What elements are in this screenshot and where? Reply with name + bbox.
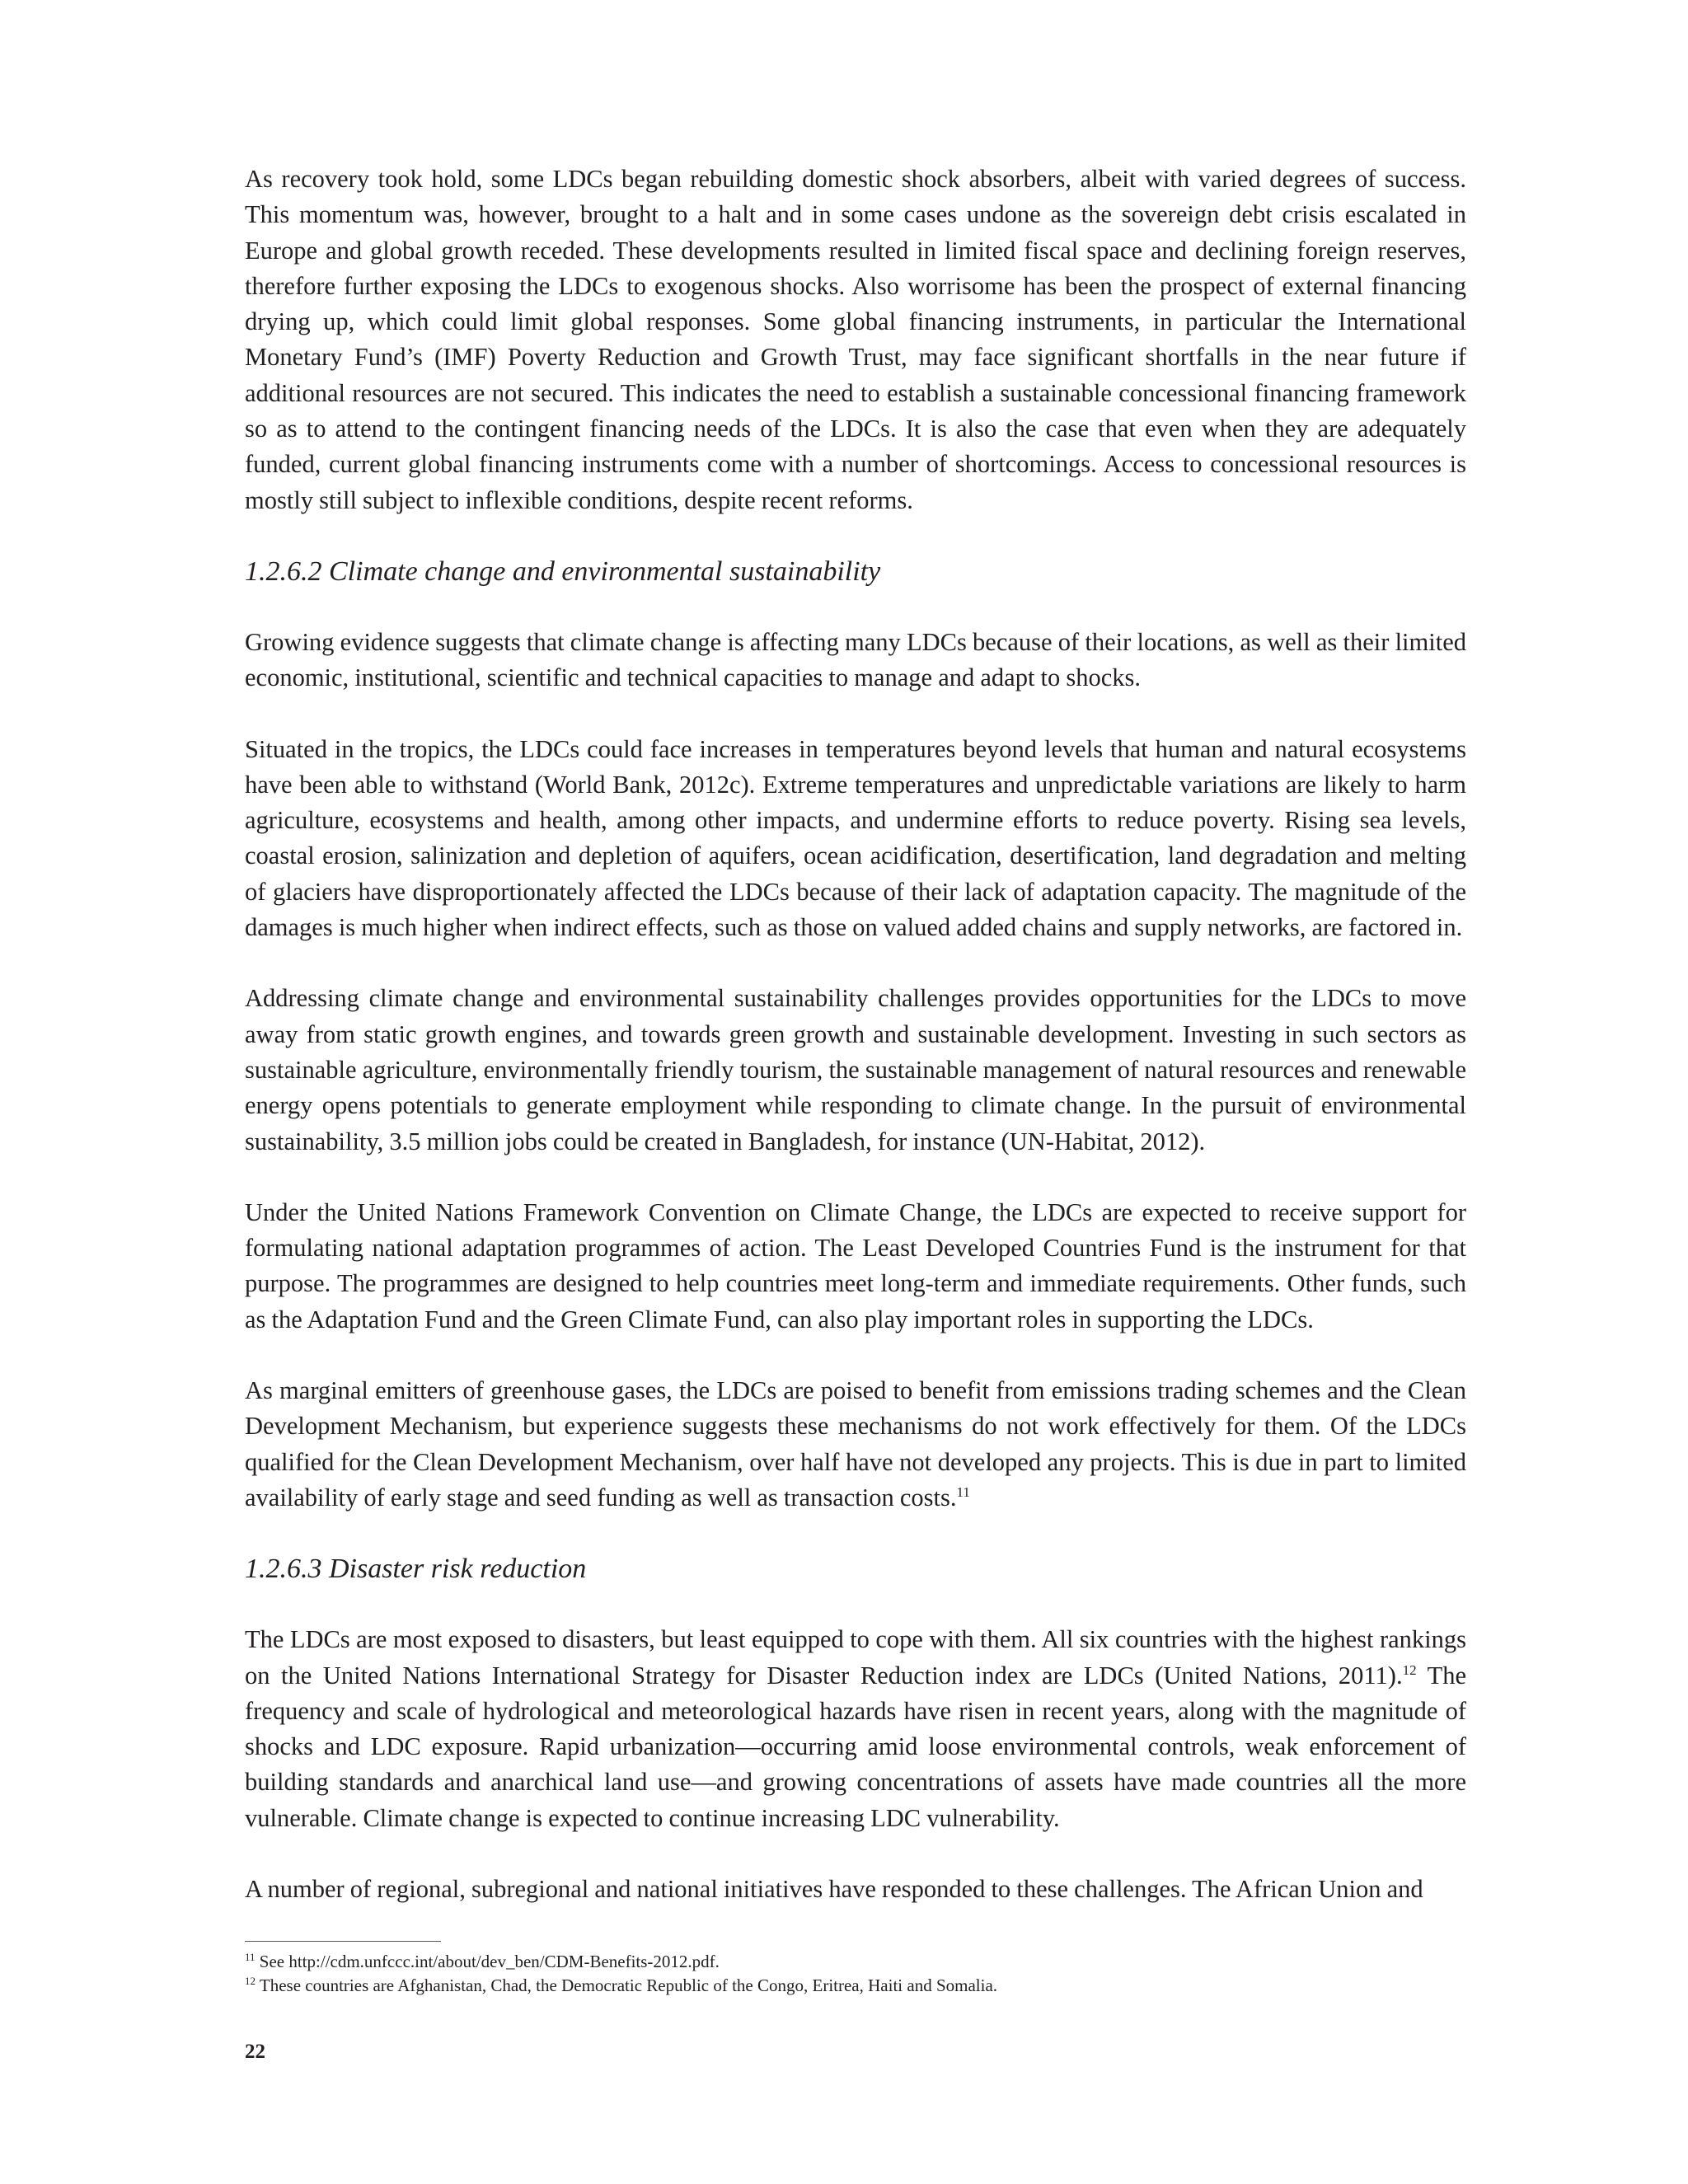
footnote-11 [245, 1950, 1466, 1974]
section-heading-disaster-risk: 1.2.6.3 Disaster risk reduction [245, 1554, 587, 1585]
paragraph-cdm [245, 1373, 1466, 1516]
paragraph-recovery: As recovery took hold, some LDCs began rebuilding domestic shock absorbers, albeit with varied degrees of success. This momentum was, however, brought to a halt and in some cases undone as the sovereign debt crisis escalated in Europe and global growth receded. These developments resulted in limited fiscal space and declining foreign reserves, therefore further exposing the LDCs to exogenous shocks. Also worrisome has been the prospect of external financing drying up, which could limit global responses. Some global financing instruments, in particular the International Monetary Fund’s (IMF) Poverty Reduction and Growth Trust, may face significant shortfalls in the near future if additional resources are not secured. This indicates the need to establish a sustainable concessional financing framework so as to attend to the contingent financing needs of the LDCs. It is also the case that even when they are adequately funded, current global financing instruments come with a number of shortcomings. Access to concessional resources is mostly still subject to inflexible conditions, despite recent reforms. [245, 165, 1466, 514]
page-number: 22 [245, 2041, 265, 2063]
body-text [245, 162, 1466, 1943]
paragraph-disasters-text-2: The frequency and scale of hydrological and meteorological hazards have risen in recent years, along with the magnitude of shocks and LDC exposure. Rapid urbanization—occurring amid loose environmental controls, weak enforcement of building standards and anarchical land use—and growing concentrations of assets have made countries all the more vulnerable. Climate change is expected to continue increasing LDC vulnerability. [245, 1661, 1466, 1832]
footnote-12 [245, 1974, 1466, 1998]
footnote-number: 11 [245, 1951, 256, 1963]
section-heading-climate-change: 1.2.6.2 Climate change and environmental sustainability [245, 555, 881, 587]
footnotes [245, 1941, 1466, 1998]
footnote-number: 12 [245, 1975, 256, 1987]
paragraph-tropics: Situated in the tropics, the LDCs could face increases in temperatures beyond levels that human and natural ecosystems have been able to withstand (World Bank, 2012c). Extreme temperatures and unpredictable variations are likely to harm agriculture, ecosystems and health, among other impacts, and undermine efforts to reduce poverty. Rising sea levels, coastal erosion, salinization and depletion of aquifers, ocean acidification, desertification, land degradation and melting of glaciers have disproportionately affected the LDCs because of their lack of adaptation capacity. The magnitude of the damages is much higher when indirect effects, such as those on valued added chains and supply networks, are factored in. [245, 734, 1466, 942]
paragraph-cdm-text: As marginal emitters of greenhouse gases, the LDCs are poised to benefit from emissions trading schemes and the Clean Development Mechanism, but experience suggests these mechanisms do not work effectively for them. Of the LDCs qualified for the Clean Development Mechanism, over half have not developed any projects. This is due in part to limited availability of early stage and seed funding as well as transaction costs. [245, 1376, 1466, 1511]
paragraph-disasters-text-1: The LDCs are most exposed to disasters, but least equipped to cope with them. All six countries with the highest rankings on the United Nations International Strategy for Disaster Reduction index are LDCs (United Nations, 2011). [245, 1625, 1466, 1690]
paragraph-growing-evidence: Growing evidence suggests that climate change is affecting many LDCs because of their locations, as well as their limited economic, institutional, scientific and technical capacities to manage and adapt to shocks. [245, 627, 1466, 692]
paragraph-disasters [245, 1622, 1466, 1836]
footnote-text: See http://cdm.unfccc.int/about/dev_ben/CDM-Benefits-2012.pdf. [255, 1952, 720, 1971]
paragraph-unfccc: Under the United Nations Framework Convention on Climate Change, the LDCs are expected to receive support for formulating national adaptation programmes of action. The Least Developed Countries Fund is the instrument for that purpose. The programmes are designed to help countries meet long-term and immediate requirements. Other funds, such as the Adaptation Fund and the Green Climate Fund, can also play important roles in supporting the LDCs. [245, 1197, 1466, 1333]
footnote-ref-12: 12 [1402, 1661, 1417, 1678]
footnote-text: These countries are Afghanistan, Chad, the Democratic Republic of the Congo, Eritrea, Haiti and Somalia. [256, 1975, 998, 1995]
paragraph-green-growth: Addressing climate change and environmental sustainability challenges provides opportunities for the LDCs to move away from static growth engines, and towards green growth and sustainable development. Investing in such sectors as sustainable agriculture, environmentally friendly tourism, the sustainable management of natural resources and renewable energy opens potentials to generate employment while responding to climate change. In the pursuit of environmental sustainability, 3.5 million jobs could be created in Bangladesh, for instance (UN-Habitat, 2012). [245, 984, 1466, 1155]
paragraph-initiatives: A number of regional, subregional and national initiatives have responded to these challenges. The African Union and [245, 1874, 1423, 1903]
footnote-ref-11: 11 [956, 1483, 970, 1500]
footnote-divider [245, 1941, 441, 1942]
